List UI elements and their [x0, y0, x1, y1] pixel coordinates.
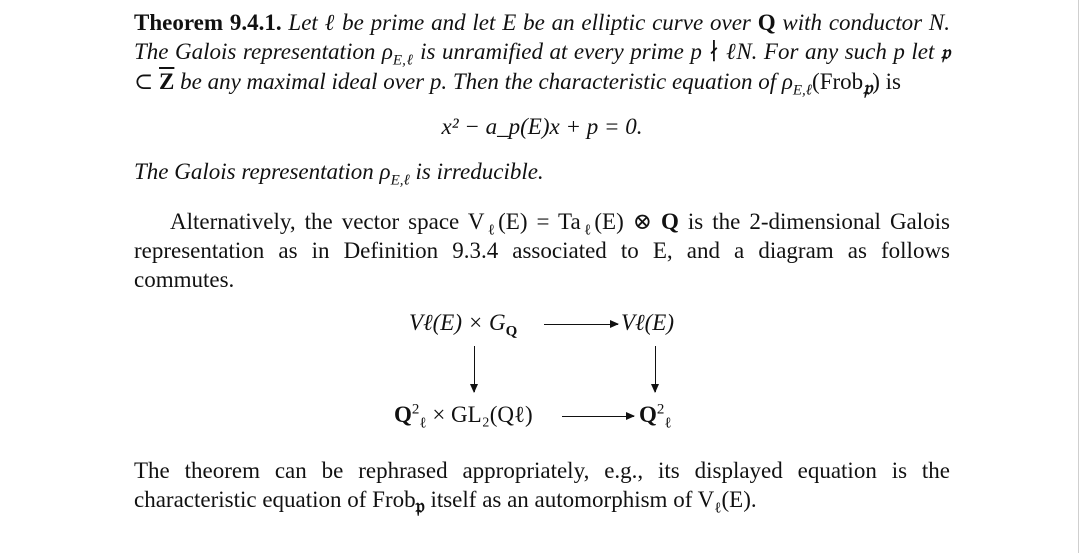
arrow-left: [474, 346, 475, 392]
irreducibility-statement: [134, 157, 950, 189]
theorem-text-7: ) is: [872, 69, 901, 94]
frob-subscript: 𝔭: [863, 75, 873, 100]
arrow-bottom: [562, 416, 634, 417]
irreducible-text-a: The Galois representation ρ: [134, 159, 391, 184]
irreducible-text-b: is irreducible.: [415, 159, 544, 184]
para-text-d: is the 2-dimensional Galois representation as in Definition 9.3.4 associated to E, and a diagram as follows commutes.: [134, 209, 950, 292]
characteristic-equation: x² − a_p(E)x + p = 0.: [441, 114, 643, 139]
theorem-text-3: is unramified at every prime p ∤ ℓN. For any such p let: [420, 39, 935, 64]
zbar-symbol: $\overline{Z}$: [159, 69, 175, 94]
rho-subscript-2: E,ℓ: [792, 82, 813, 99]
frob-subscript-2: 𝔭: [415, 493, 425, 518]
diagram-bottom-right: $Q^2_\ell$: [639, 401, 672, 432]
rho-subscript: E,ℓ: [392, 52, 414, 69]
closing-text-b: itself as an automorphism of V: [430, 487, 715, 512]
theorem-text-1: Let ℓ be prime and let E be an elliptic curve over: [288, 10, 751, 35]
para-text-b: (E) = Ta: [498, 209, 581, 234]
commutative-diagram: [134, 304, 950, 434]
theorem-statement: [134, 8, 951, 100]
rho-subscript-3: E,ℓ: [390, 172, 410, 189]
theorem-text-2: with conductor N. The Galois representation ρ: [134, 10, 951, 64]
diagram-top-left: Vℓ(E) × $G_Q$: [409, 310, 518, 340]
arrow-right: [655, 346, 656, 392]
theorem-text-5: be any maximal ideal over p. Then the characteristic equation of ρ: [180, 69, 793, 94]
para-text-c: (E) ⊗: [594, 209, 653, 234]
prime-ideal-symbol: 𝔭: [940, 40, 950, 64]
ell-subscript: ℓ: [484, 222, 499, 239]
alternative-paragraph: [134, 207, 950, 294]
para-text-a: Alternatively, the vector space V: [170, 209, 485, 234]
closing-text-a: The theorem can be rephrased appropriately, e.g., its displayed equation is the characteristic equation of Frob: [134, 458, 950, 512]
theorem-label: Theorem 9.4.1.: [134, 10, 282, 35]
ell-subscript-3: ℓ: [714, 500, 722, 517]
diagram-bottom-left: $Q^2_\ell$ × GL₂(Qℓ): [394, 401, 533, 432]
closing-paragraph: [134, 456, 950, 518]
frob-text: (Frob: [812, 69, 864, 94]
ell-subscript-2: ℓ: [580, 222, 595, 239]
closing-text-c: (E).: [721, 487, 757, 512]
document-page: [134, 8, 951, 518]
subset-symbol: ⊂: [134, 69, 154, 94]
diagram-top-right: Vℓ(E): [621, 310, 674, 335]
rationals-symbol-2: Q: [661, 209, 679, 234]
arrow-top: [544, 324, 618, 325]
rationals-symbol: Q: [757, 10, 776, 35]
